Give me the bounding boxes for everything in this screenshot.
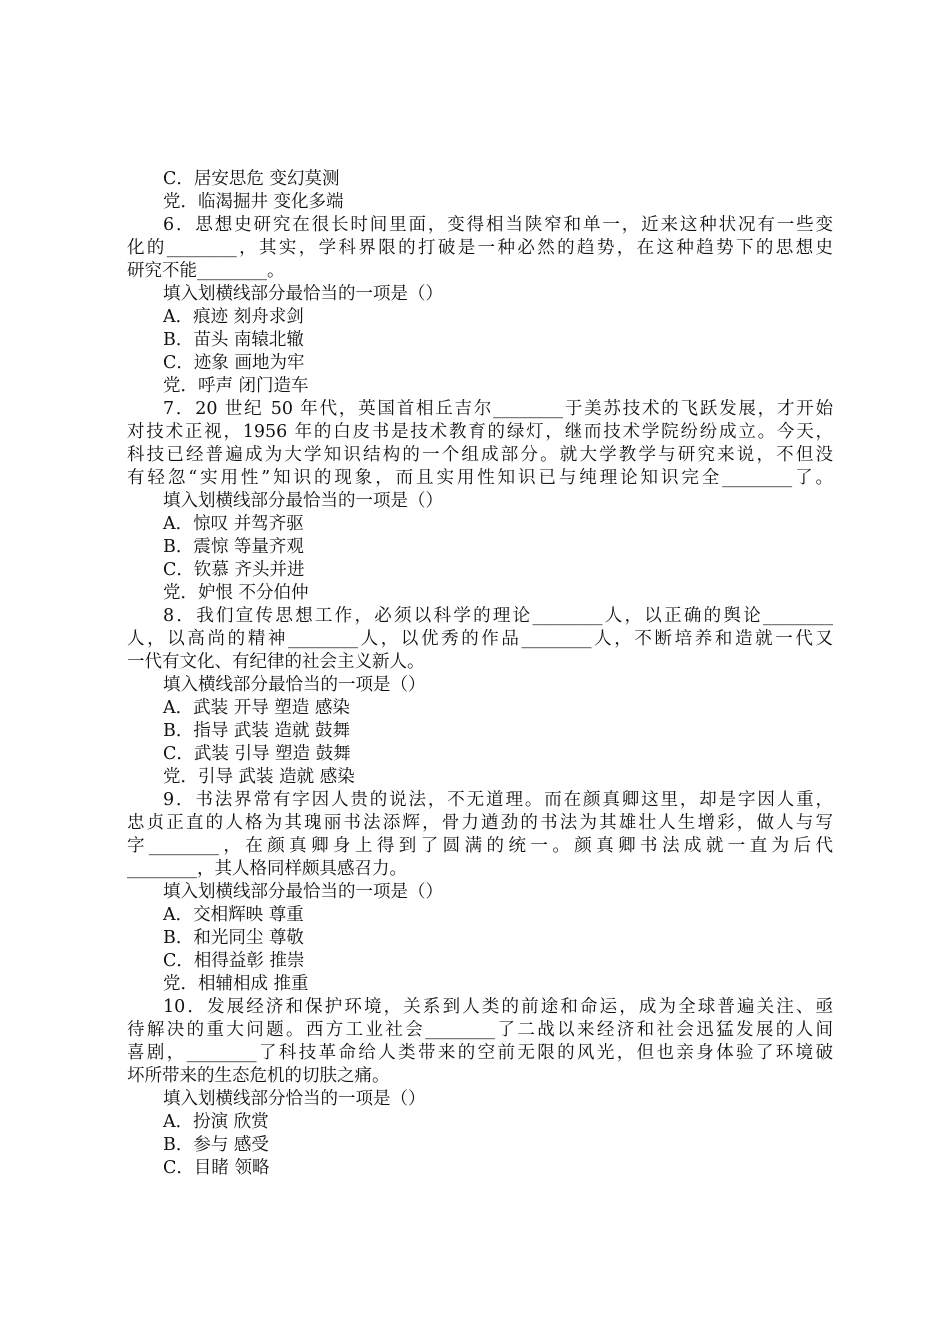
text-line: A．惊叹 并驾齐驱	[163, 514, 304, 534]
text-line: 党．相辅相成 推重	[163, 974, 309, 994]
text-line: 研究不能________。	[127, 261, 285, 281]
text-line: A．扮演 欣赏	[163, 1112, 269, 1132]
text-line: 一代有文化、有纪律的社会主义新人。	[127, 652, 425, 672]
text-line: 党．妒恨 不分伯仲	[163, 583, 309, 603]
text-line: 填入划横线部分最恰当的一项是（）	[163, 882, 443, 902]
text-line: 党．临渴掘井 变化多端	[163, 192, 344, 212]
text-line: 10．发展经济和保护环境，关系到人类的前途和命运，成为全球普遍关注、亟	[163, 997, 833, 1017]
text-line: 8．我们宣传思想工作，必须以科学的理论________人，以正确的舆论________	[163, 606, 833, 626]
text-line: 对技术正视，1956 年的白皮书是技术教育的绿灯，继而技术学院纷纷成立。今天，	[127, 422, 833, 442]
text-line: 忠贞正直的人格为其瑰丽书法添辉，骨力遒劲的书法为其雄壮人生增彩，做人与写	[127, 813, 833, 833]
document-body	[127, 168, 833, 1180]
text-line: 人，以高尚的精神________人，以优秀的作品________人，不断培养和造就一代又	[127, 629, 833, 649]
text-line: A．痕迹 刻舟求剑	[163, 307, 304, 327]
text-line: C．居安思危 变幻莫测	[163, 169, 340, 189]
text-line: C．武装 引导 塑造 鼓舞	[163, 744, 351, 764]
text-line: B．指导 武装 造就 鼓舞	[163, 721, 351, 741]
text-line: ________，其人格同样颇具感召力。	[127, 859, 407, 879]
text-line: C．迹象 画地为牢	[163, 353, 305, 373]
text-line: 化的________，其实，学科界限的打破是一种必然的趋势，在这种趋势下的思想史	[127, 238, 833, 258]
text-line: 党．引导 武装 造就 感染	[163, 767, 355, 787]
text-line: 填入划横线部分最恰当的一项是（）	[163, 491, 443, 511]
text-line: 科技已经普遍成为大学知识结构的一个组成部分。就大学教学与研究来说，不但没	[127, 445, 833, 465]
text-line: 6．思想史研究在很长时间里面，变得相当陕窄和单一，近来这种状况有一些变	[163, 215, 833, 235]
text-line: 9．书法界常有字因人贵的说法，不无道理。而在颜真卿这里，却是字因人重，	[163, 790, 833, 810]
text-line: B．震惊 等量齐观	[163, 537, 304, 557]
text-line: 喜剧，________了科技革命给人类带来的空前无限的风光，但也亲身体验了环境破	[127, 1043, 833, 1063]
text-line: B．参与 感受	[163, 1135, 269, 1155]
text-line: 有轻忽“实用性”知识的现象，而且实用性知识已与纯理论知识完全________了。	[127, 468, 833, 488]
text-line: 填入横线部分最恰当的一项是（）	[163, 675, 426, 695]
text-line: B．苗头 南辕北辙	[163, 330, 304, 350]
text-line: C．钦慕 齐头并进	[163, 560, 305, 580]
text-line: B．和光同尘 尊敬	[163, 928, 304, 948]
text-line: 填入划横线部分恰当的一项是（）	[163, 1089, 426, 1109]
text-line: 待解决的重大问题。西方工业社会________了二战以来经济和社会迅猛发展的人间	[127, 1020, 833, 1040]
text-line: 填入划横线部分最恰当的一项是（）	[163, 284, 443, 304]
text-line: A．交相辉映 尊重	[163, 905, 304, 925]
text-line: C．目睹 领略	[163, 1158, 270, 1178]
text-line: 7．20 世纪 50 年代，英国首相丘吉尔________于美苏技术的飞跃发展，才开始	[163, 399, 833, 419]
text-line: 字________，在颜真卿身上得到了圆满的统一。颜真卿书法成就一直为后代	[127, 836, 833, 856]
text-line: 党．呼声 闭门造车	[163, 376, 309, 396]
text-line: 坏所带来的生态危机的切肤之痛。	[127, 1066, 390, 1086]
text-line: A．武装 开导 塑造 感染	[163, 698, 350, 718]
text-line: C．相得益彰 推崇	[163, 951, 305, 971]
